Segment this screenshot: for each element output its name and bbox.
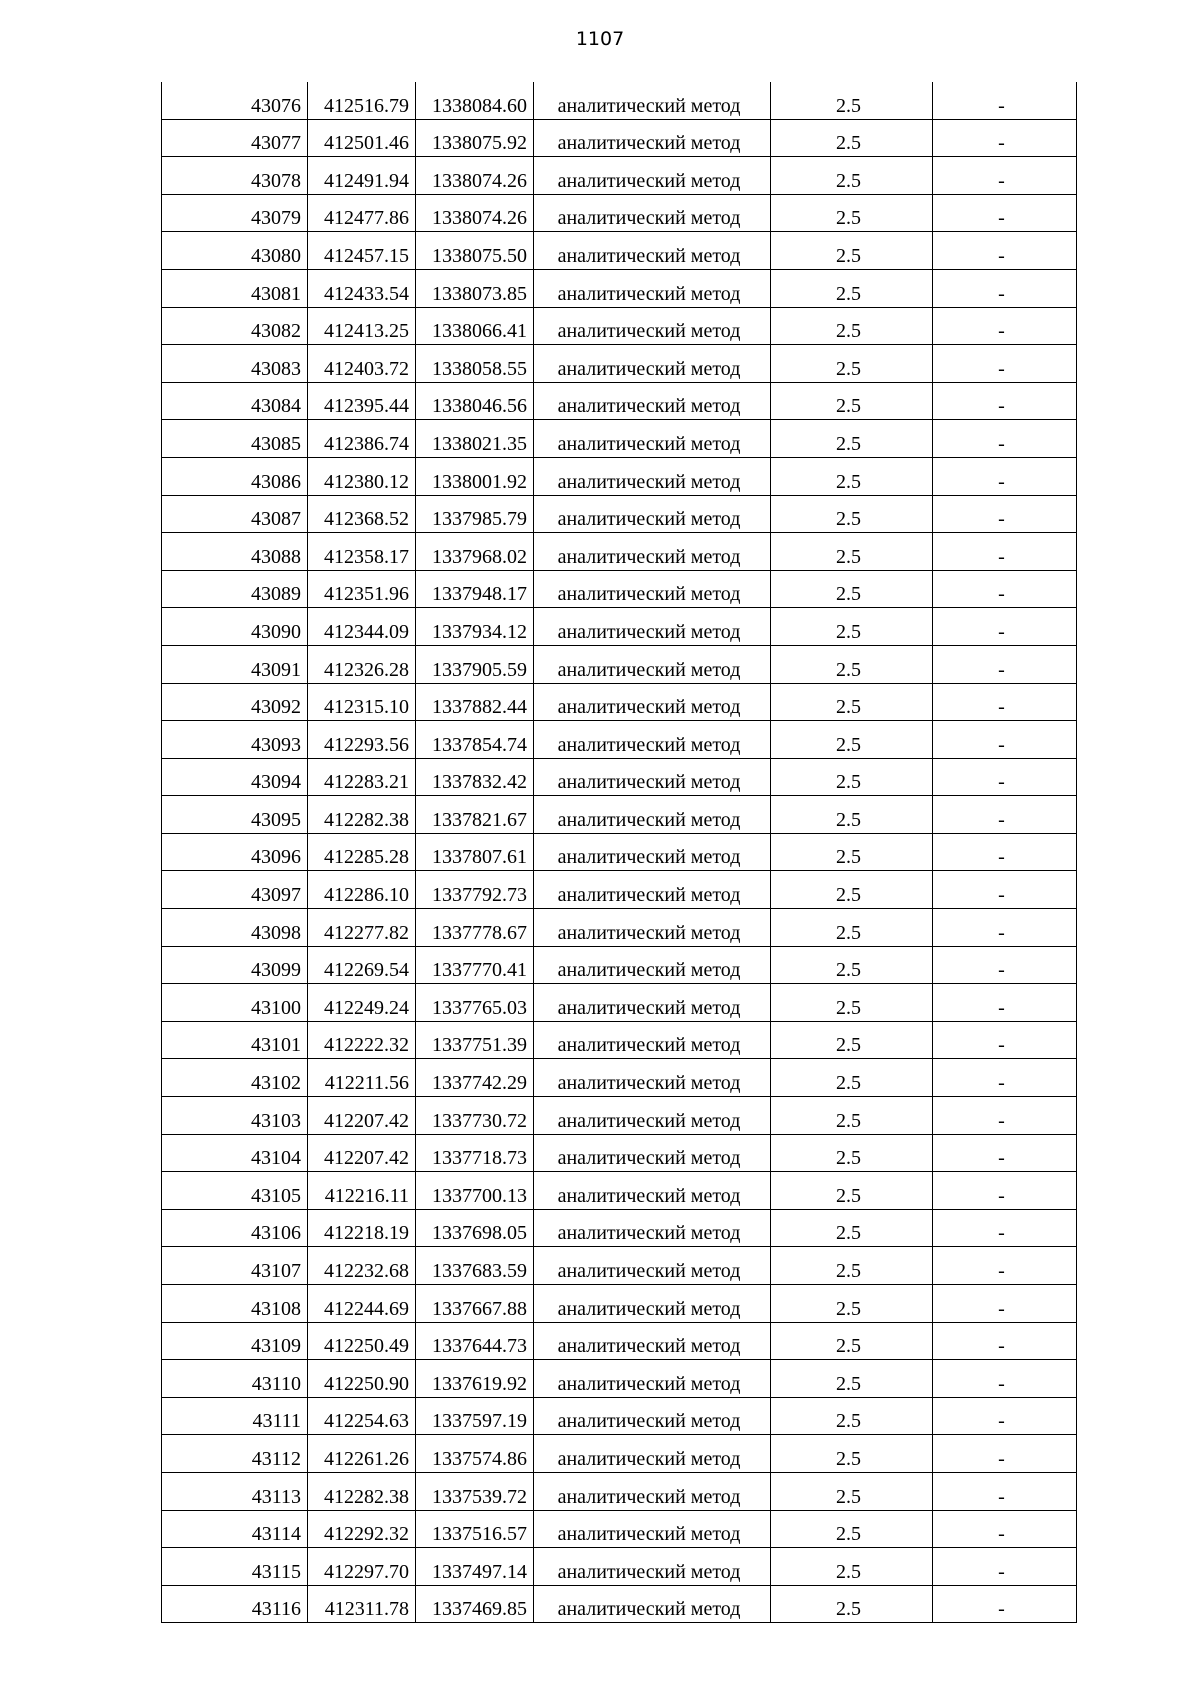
method-cell: аналитический метод [534,1472,771,1510]
table-row [162,420,1077,458]
table-row [162,984,1077,1022]
page-number: 1107 [575,28,625,50]
point-number-cell: 43105 [162,1172,308,1210]
table-row [162,1247,1077,1285]
point-number-cell: 43096 [162,833,308,871]
table-row [162,157,1077,195]
method-cell: аналитический метод [534,1585,771,1623]
table-row [162,82,1077,119]
accuracy-cell: 2.5 [771,269,933,307]
point-number-cell: 43113 [162,1472,308,1510]
note-cell: - [933,1510,1077,1548]
x-coordinate-cell: 412292.32 [308,1510,416,1548]
note-cell: - [933,1285,1077,1323]
y-coordinate-cell: 1338021.35 [416,420,534,458]
table-row [162,1322,1077,1360]
x-coordinate-cell: 412282.38 [308,1472,416,1510]
x-coordinate-cell: 412311.78 [308,1585,416,1623]
x-coordinate-cell: 412282.38 [308,796,416,834]
point-number-cell: 43094 [162,758,308,796]
note-cell: - [933,645,1077,683]
method-cell: аналитический метод [534,1134,771,1172]
x-coordinate-cell: 412269.54 [308,946,416,984]
note-cell: - [933,833,1077,871]
y-coordinate-cell: 1337968.02 [416,533,534,571]
point-number-cell: 43079 [162,194,308,232]
accuracy-cell: 2.5 [771,1247,933,1285]
x-coordinate-cell: 412395.44 [308,382,416,420]
x-coordinate-cell: 412368.52 [308,495,416,533]
note-cell: - [933,570,1077,608]
method-cell: аналитический метод [534,420,771,458]
table-row [162,232,1077,270]
y-coordinate-cell: 1337948.17 [416,570,534,608]
y-coordinate-cell: 1337882.44 [416,683,534,721]
method-cell: аналитический метод [534,608,771,646]
method-cell: аналитический метод [534,683,771,721]
accuracy-cell: 2.5 [771,1360,933,1398]
y-coordinate-cell: 1337751.39 [416,1021,534,1059]
note-cell: - [933,946,1077,984]
y-coordinate-cell: 1337698.05 [416,1209,534,1247]
accuracy-cell: 2.5 [771,82,933,119]
y-coordinate-cell: 1337778.67 [416,909,534,947]
method-cell: аналитический метод [534,1097,771,1135]
note-cell: - [933,1585,1077,1623]
accuracy-cell: 2.5 [771,1510,933,1548]
method-cell: аналитический метод [534,1059,771,1097]
accuracy-cell: 2.5 [771,1059,933,1097]
note-cell: - [933,457,1077,495]
point-number-cell: 43078 [162,157,308,195]
table-row [162,1097,1077,1135]
note-cell: - [933,1472,1077,1510]
note-cell: - [933,758,1077,796]
x-coordinate-cell: 412315.10 [308,683,416,721]
table-row [162,683,1077,721]
point-number-cell: 43089 [162,570,308,608]
table-row [162,1209,1077,1247]
y-coordinate-cell: 1337574.86 [416,1435,534,1473]
method-cell: аналитический метод [534,946,771,984]
method-cell: аналитический метод [534,1510,771,1548]
method-cell: аналитический метод [534,1360,771,1398]
table-row [162,1059,1077,1097]
method-cell: аналитический метод [534,1322,771,1360]
point-number-cell: 43097 [162,871,308,909]
point-number-cell: 43081 [162,269,308,307]
note-cell: - [933,1435,1077,1473]
table-row [162,833,1077,871]
table-row [162,721,1077,759]
accuracy-cell: 2.5 [771,345,933,383]
note-cell: - [933,1172,1077,1210]
y-coordinate-cell: 1338074.26 [416,194,534,232]
y-coordinate-cell: 1338073.85 [416,269,534,307]
point-number-cell: 43110 [162,1360,308,1398]
accuracy-cell: 2.5 [771,608,933,646]
y-coordinate-cell: 1337597.19 [416,1397,534,1435]
point-number-cell: 43092 [162,683,308,721]
accuracy-cell: 2.5 [771,1209,933,1247]
accuracy-cell: 2.5 [771,1285,933,1323]
method-cell: аналитический метод [534,721,771,759]
note-cell: - [933,1548,1077,1586]
point-number-cell: 43091 [162,645,308,683]
method-cell: аналитический метод [534,157,771,195]
point-number-cell: 43115 [162,1548,308,1586]
point-number-cell: 43104 [162,1134,308,1172]
y-coordinate-cell: 1337905.59 [416,645,534,683]
accuracy-cell: 2.5 [771,1021,933,1059]
point-number-cell: 43116 [162,1585,308,1623]
accuracy-cell: 2.5 [771,796,933,834]
accuracy-cell: 2.5 [771,570,933,608]
y-coordinate-cell: 1337765.03 [416,984,534,1022]
accuracy-cell: 2.5 [771,457,933,495]
x-coordinate-cell: 412250.49 [308,1322,416,1360]
accuracy-cell: 2.5 [771,157,933,195]
method-cell: аналитический метод [534,871,771,909]
table-row [162,194,1077,232]
accuracy-cell: 2.5 [771,307,933,345]
method-cell: аналитический метод [534,1285,771,1323]
note-cell: - [933,1322,1077,1360]
table-row [162,871,1077,909]
method-cell: аналитический метод [534,1247,771,1285]
method-cell: аналитический метод [534,1435,771,1473]
accuracy-cell: 2.5 [771,420,933,458]
accuracy-cell: 2.5 [771,683,933,721]
x-coordinate-cell: 412457.15 [308,232,416,270]
accuracy-cell: 2.5 [771,382,933,420]
note-cell: - [933,1397,1077,1435]
point-number-cell: 43111 [162,1397,308,1435]
point-number-cell: 43086 [162,457,308,495]
note-cell: - [933,683,1077,721]
point-number-cell: 43080 [162,232,308,270]
point-number-cell: 43103 [162,1097,308,1135]
y-coordinate-cell: 1338075.50 [416,232,534,270]
x-coordinate-cell: 412491.94 [308,157,416,195]
x-coordinate-cell: 412433.54 [308,269,416,307]
y-coordinate-cell: 1337985.79 [416,495,534,533]
note-cell: - [933,382,1077,420]
table-row [162,1435,1077,1473]
y-coordinate-cell: 1337807.61 [416,833,534,871]
x-coordinate-cell: 412413.25 [308,307,416,345]
method-cell: аналитический метод [534,194,771,232]
x-coordinate-cell: 412207.42 [308,1097,416,1135]
y-coordinate-cell: 1337821.67 [416,796,534,834]
x-coordinate-cell: 412344.09 [308,608,416,646]
method-cell: аналитический метод [534,382,771,420]
x-coordinate-cell: 412254.63 [308,1397,416,1435]
note-cell: - [933,1134,1077,1172]
table-row [162,1285,1077,1323]
accuracy-cell: 2.5 [771,1397,933,1435]
method-cell: аналитический метод [534,533,771,571]
accuracy-cell: 2.5 [771,721,933,759]
x-coordinate-cell: 412232.68 [308,1247,416,1285]
x-coordinate-cell: 412216.11 [308,1172,416,1210]
y-coordinate-cell: 1338001.92 [416,457,534,495]
point-number-cell: 43090 [162,608,308,646]
x-coordinate-cell: 412207.42 [308,1134,416,1172]
x-coordinate-cell: 412285.28 [308,833,416,871]
accuracy-cell: 2.5 [771,119,933,157]
x-coordinate-cell: 412211.56 [308,1059,416,1097]
note-cell: - [933,721,1077,759]
method-cell: аналитический метод [534,119,771,157]
table-row [162,758,1077,796]
x-coordinate-cell: 412218.19 [308,1209,416,1247]
method-cell: аналитический метод [534,1021,771,1059]
method-cell: аналитический метод [534,457,771,495]
y-coordinate-cell: 1337619.92 [416,1360,534,1398]
note-cell: - [933,1360,1077,1398]
table-row [162,307,1077,345]
y-coordinate-cell: 1337497.14 [416,1548,534,1586]
x-coordinate-cell: 412293.56 [308,721,416,759]
note-cell: - [933,119,1077,157]
accuracy-cell: 2.5 [771,1172,933,1210]
y-coordinate-cell: 1337516.57 [416,1510,534,1548]
point-number-cell: 43098 [162,909,308,947]
method-cell: аналитический метод [534,82,771,119]
note-cell: - [933,871,1077,909]
method-cell: аналитический метод [534,570,771,608]
note-cell: - [933,307,1077,345]
table-row [162,1548,1077,1586]
y-coordinate-cell: 1338058.55 [416,345,534,383]
method-cell: аналитический метод [534,495,771,533]
point-number-cell: 43093 [162,721,308,759]
accuracy-cell: 2.5 [771,1585,933,1623]
y-coordinate-cell: 1337667.88 [416,1285,534,1323]
method-cell: аналитический метод [534,645,771,683]
accuracy-cell: 2.5 [771,946,933,984]
y-coordinate-cell: 1337792.73 [416,871,534,909]
table-row [162,946,1077,984]
point-number-cell: 43106 [162,1209,308,1247]
note-cell: - [933,420,1077,458]
point-number-cell: 43085 [162,420,308,458]
note-cell: - [933,232,1077,270]
method-cell: аналитический метод [534,345,771,383]
table-row [162,382,1077,420]
x-coordinate-cell: 412244.69 [308,1285,416,1323]
x-coordinate-cell: 412386.74 [308,420,416,458]
method-cell: аналитический метод [534,1172,771,1210]
x-coordinate-cell: 412477.86 [308,194,416,232]
method-cell: аналитический метод [534,307,771,345]
y-coordinate-cell: 1337539.72 [416,1472,534,1510]
x-coordinate-cell: 412403.72 [308,345,416,383]
point-number-cell: 43087 [162,495,308,533]
y-coordinate-cell: 1338084.60 [416,82,534,119]
y-coordinate-cell: 1337934.12 [416,608,534,646]
table-row [162,608,1077,646]
x-coordinate-cell: 412249.24 [308,984,416,1022]
note-cell: - [933,269,1077,307]
note-cell: - [933,1059,1077,1097]
note-cell: - [933,1021,1077,1059]
point-number-cell: 43084 [162,382,308,420]
y-coordinate-cell: 1337770.41 [416,946,534,984]
table-row [162,1510,1077,1548]
point-number-cell: 43088 [162,533,308,571]
y-coordinate-cell: 1337854.74 [416,721,534,759]
y-coordinate-cell: 1337832.42 [416,758,534,796]
accuracy-cell: 2.5 [771,833,933,871]
table-row [162,269,1077,307]
method-cell: аналитический метод [534,232,771,270]
table-row [162,533,1077,571]
x-coordinate-cell: 412326.28 [308,645,416,683]
x-coordinate-cell: 412358.17 [308,533,416,571]
x-coordinate-cell: 412261.26 [308,1435,416,1473]
accuracy-cell: 2.5 [771,984,933,1022]
x-coordinate-cell: 412501.46 [308,119,416,157]
table-row [162,1172,1077,1210]
point-number-cell: 43102 [162,1059,308,1097]
y-coordinate-cell: 1338074.26 [416,157,534,195]
table-row [162,570,1077,608]
note-cell: - [933,345,1077,383]
table-row [162,1585,1077,1623]
table-row [162,495,1077,533]
note-cell: - [933,984,1077,1022]
accuracy-cell: 2.5 [771,533,933,571]
point-number-cell: 43095 [162,796,308,834]
y-coordinate-cell: 1338075.92 [416,119,534,157]
method-cell: аналитический метод [534,833,771,871]
table-row [162,345,1077,383]
method-cell: аналитический метод [534,1209,771,1247]
note-cell: - [933,82,1077,119]
note-cell: - [933,1247,1077,1285]
accuracy-cell: 2.5 [771,194,933,232]
method-cell: аналитический метод [534,1397,771,1435]
table-row [162,119,1077,157]
accuracy-cell: 2.5 [771,1435,933,1473]
table-row [162,1021,1077,1059]
x-coordinate-cell: 412516.79 [308,82,416,119]
accuracy-cell: 2.5 [771,1097,933,1135]
point-number-cell: 43099 [162,946,308,984]
method-cell: аналитический метод [534,1548,771,1586]
accuracy-cell: 2.5 [771,1322,933,1360]
point-number-cell: 43108 [162,1285,308,1323]
note-cell: - [933,194,1077,232]
point-number-cell: 43083 [162,345,308,383]
note-cell: - [933,495,1077,533]
table-row [162,909,1077,947]
accuracy-cell: 2.5 [771,1472,933,1510]
y-coordinate-cell: 1338066.41 [416,307,534,345]
accuracy-cell: 2.5 [771,1548,933,1586]
point-number-cell: 43107 [162,1247,308,1285]
y-coordinate-cell: 1337730.72 [416,1097,534,1135]
y-coordinate-cell: 1337742.29 [416,1059,534,1097]
y-coordinate-cell: 1337700.13 [416,1172,534,1210]
x-coordinate-cell: 412277.82 [308,909,416,947]
accuracy-cell: 2.5 [771,645,933,683]
point-number-cell: 43109 [162,1322,308,1360]
note-cell: - [933,157,1077,195]
accuracy-cell: 2.5 [771,871,933,909]
y-coordinate-cell: 1338046.56 [416,382,534,420]
point-number-cell: 43114 [162,1510,308,1548]
point-number-cell: 43112 [162,1435,308,1473]
x-coordinate-cell: 412380.12 [308,457,416,495]
coordinates-table [161,82,1077,1623]
method-cell: аналитический метод [534,269,771,307]
point-number-cell: 43101 [162,1021,308,1059]
table-row [162,645,1077,683]
note-cell: - [933,909,1077,947]
accuracy-cell: 2.5 [771,909,933,947]
y-coordinate-cell: 1337683.59 [416,1247,534,1285]
table-row [162,1360,1077,1398]
accuracy-cell: 2.5 [771,495,933,533]
x-coordinate-cell: 412297.70 [308,1548,416,1586]
x-coordinate-cell: 412286.10 [308,871,416,909]
accuracy-cell: 2.5 [771,758,933,796]
point-number-cell: 43077 [162,119,308,157]
x-coordinate-cell: 412250.90 [308,1360,416,1398]
note-cell: - [933,533,1077,571]
x-coordinate-cell: 412222.32 [308,1021,416,1059]
x-coordinate-cell: 412351.96 [308,570,416,608]
table-row [162,1472,1077,1510]
note-cell: - [933,608,1077,646]
accuracy-cell: 2.5 [771,232,933,270]
coordinates-table-body [162,82,1077,1623]
y-coordinate-cell: 1337718.73 [416,1134,534,1172]
point-number-cell: 43076 [162,82,308,119]
method-cell: аналитический метод [534,909,771,947]
method-cell: аналитический метод [534,758,771,796]
point-number-cell: 43100 [162,984,308,1022]
note-cell: - [933,796,1077,834]
table-row [162,457,1077,495]
table-row [162,1134,1077,1172]
method-cell: аналитический метод [534,984,771,1022]
note-cell: - [933,1209,1077,1247]
point-number-cell: 43082 [162,307,308,345]
accuracy-cell: 2.5 [771,1134,933,1172]
note-cell: - [933,1097,1077,1135]
y-coordinate-cell: 1337469.85 [416,1585,534,1623]
method-cell: аналитический метод [534,796,771,834]
y-coordinate-cell: 1337644.73 [416,1322,534,1360]
x-coordinate-cell: 412283.21 [308,758,416,796]
table-row [162,796,1077,834]
table-row [162,1397,1077,1435]
